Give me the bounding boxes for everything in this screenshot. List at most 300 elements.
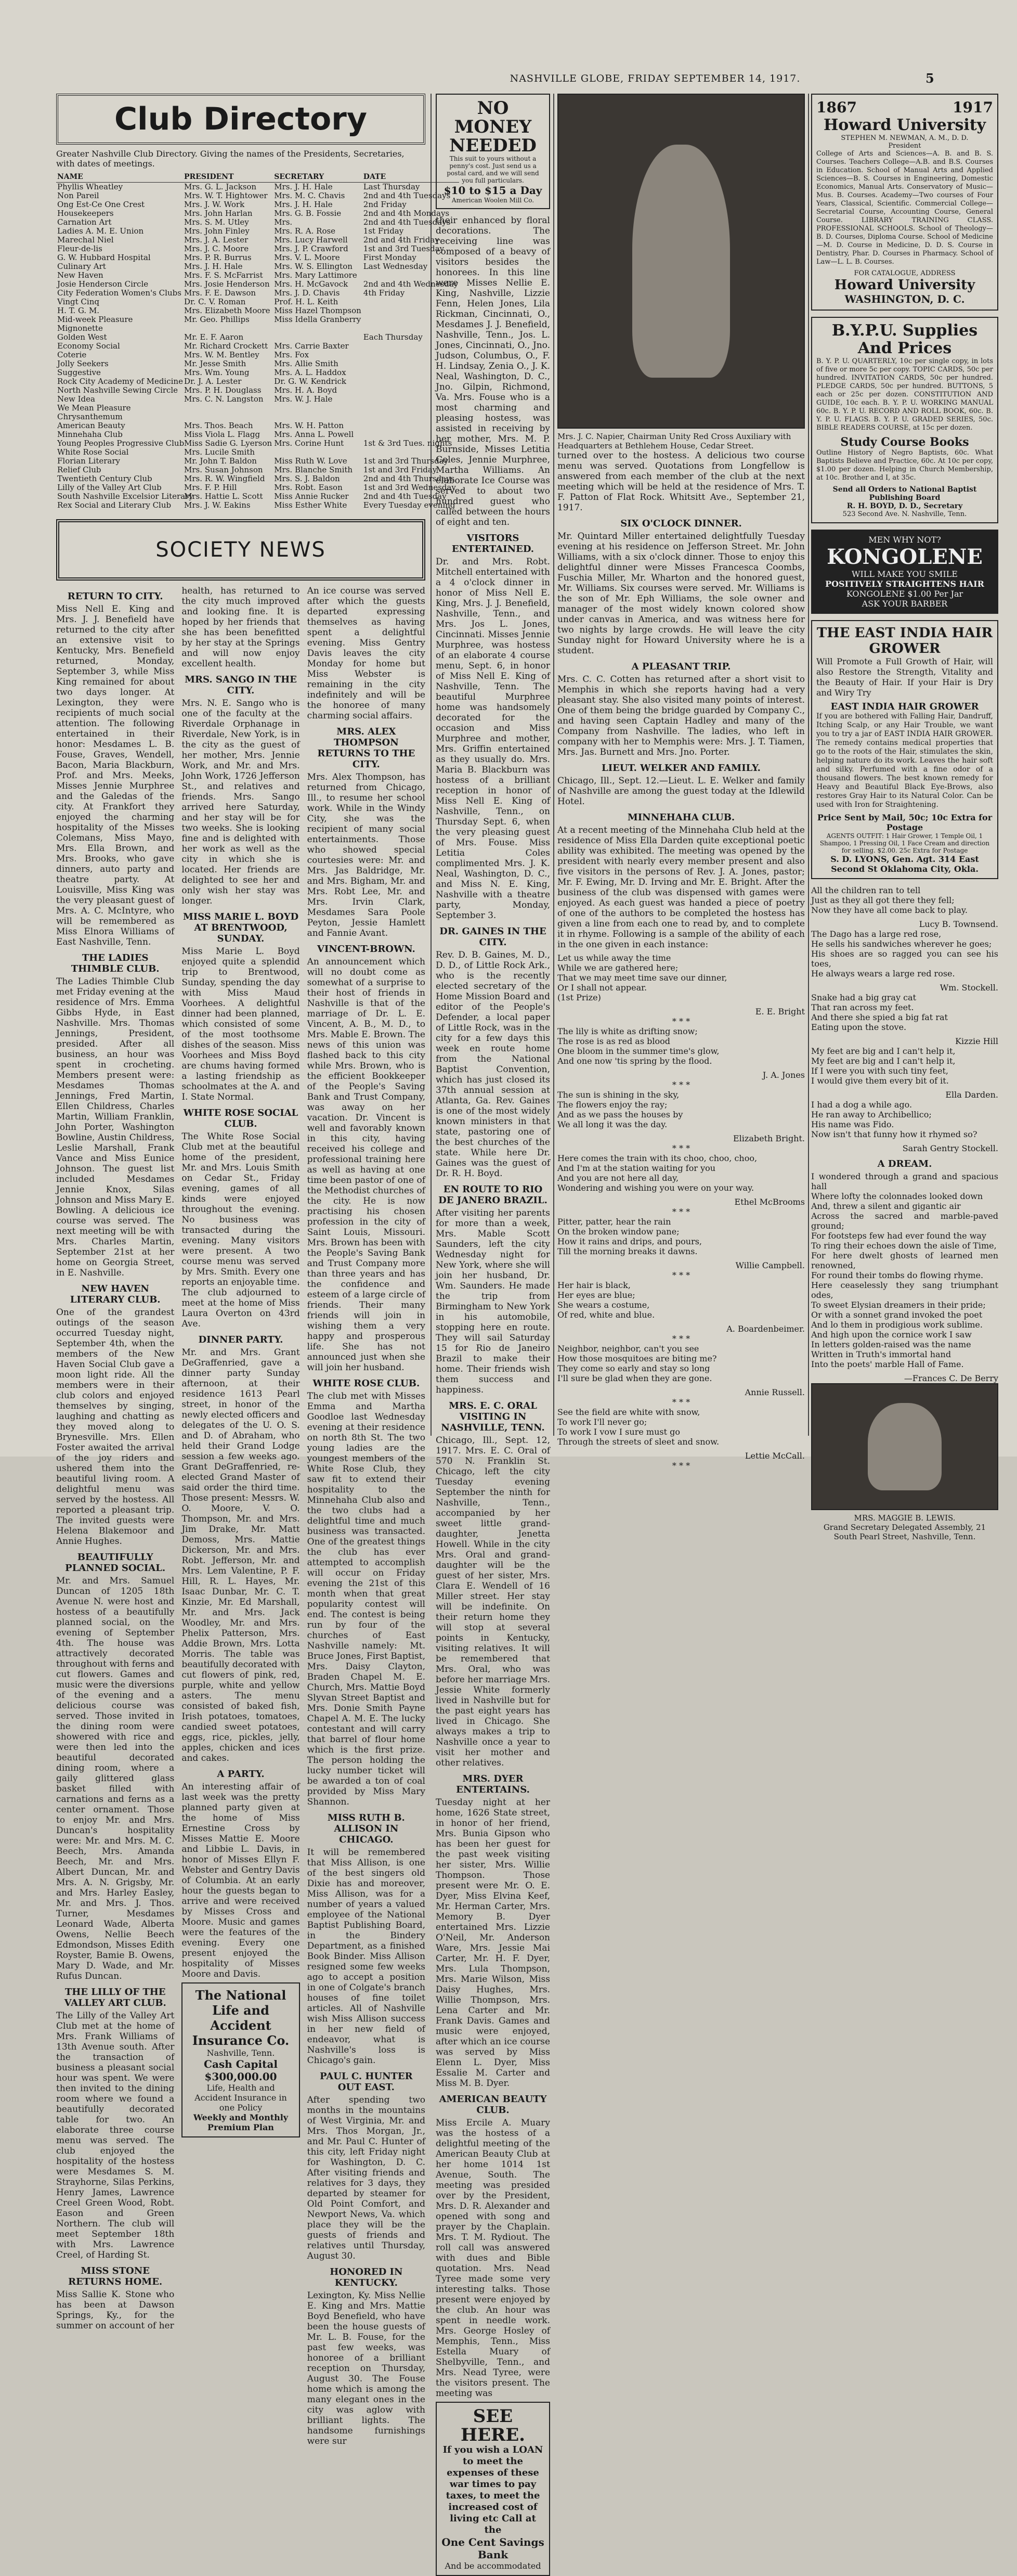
east-india-price: Price Sent by Mail, 50c; 10c Extra for Postage	[817, 813, 993, 832]
stars-divider: * * *	[672, 1080, 690, 1090]
directory-cell: Minnehaha Club	[57, 430, 123, 439]
directory-row	[56, 413, 459, 421]
directory-cell: Mrs. A. L. Haddox	[274, 368, 346, 377]
club-directory-header	[56, 94, 425, 145]
directory-cell: Mrs. Anna L. Powell	[274, 430, 354, 439]
directory-cell: Mrs. S. M. Utley	[184, 217, 249, 227]
story-title: THE LILLY OF THE VALLEY ART CLUB.	[64, 1987, 166, 2008]
directory-cell: Mrs. Susan Johnson	[184, 465, 263, 474]
story-title: MISS STONE RETURNS HOME.	[68, 2265, 163, 2287]
howard-footer-city: WASHINGTON, D. C.	[844, 293, 965, 305]
napier-caption: Mrs. J. C. Napier, Chairman Unity Red Cross Auxiliary with Headquarters at Bethlehem House, Cedar Street.	[557, 432, 791, 450]
story-title: MINNEHAHA CLUB.	[627, 812, 735, 823]
prior-poem: All the children ran to tell Just as they all got there they fell; Now they have all come back to play.	[811, 885, 968, 915]
story-title: AMERICAN BEAUTY CLUB.	[439, 2094, 547, 2116]
story-body: Lexington, Ky. Miss Nellie E. King and Mrs. Mattie Boyd Benefield, who have been the house guests of Mr. L. B. Fouse, for the past few weeks, was honoree of a brilliant reception on Thursday, August 30. The Fouse home which is among the many elegant ones in the city was aglow with brilliant lights. The handsome furnishings were sur	[307, 2290, 425, 2446]
directory-cell: Last Wednesday	[363, 262, 428, 271]
poem-author: Lettie McCall.	[745, 1451, 805, 1461]
story-title: THE LADIES THIMBLE CLUB.	[71, 952, 160, 974]
directory-cell: Dr. G. W. Kendrick	[274, 377, 346, 386]
directory-cell: Prof. H. L. Keith	[274, 297, 338, 306]
society-news-left	[56, 586, 174, 2450]
story-body: Mrs. N. E. Sango who is one of the faculty at the Riverdale Orphanage in Riverdale, New York, is in the city as the guest of her mother, Mrs. Jennie Work, and Mr. and Mrs. John Work, 1726 Jefferson St., and relatives and friends. Mrs. Sango arrived here Saturday, and her stay will be for two weeks. She is looking fine and is delighted with her work as well as the city in which she is located. Her friends are delighted to see her and only wish her stay was longer.	[181, 698, 300, 906]
directory-cell: Mrs. W. M. Bentley	[184, 350, 259, 359]
story-body: Miss Marie L. Boyd enjoyed quite a splendid trip to Brentwood, Sunday, spending the day with Miss Maud Voorhees. A delightful dinner had been planned, which consisted of some of the most toothsome dishes of the season. Miss Voorhees and Miss Boyd are chums having formed a lasting friendship as schoolmates at the A. and I. State Normal.	[181, 946, 300, 1102]
directory-cell	[183, 404, 273, 413]
story-body: Miss Ercile A. Muary was the hostess of a delightful meeting of the American Beauty Club at her home 1014 1st Avenue, South. The meeting was presided over by the President, Mrs. D. R. Alexander and opened with song and prayer by the Chaplain. Mrs. T. M. Rydiout. The roll call was answered with dues and Bible quotation. Mrs. Nead Tyree made some very interesting talks. Those present were enjoyed by the club. An hour was spent in needle work. Mrs. George Hosley of Memphis, Tenn., Miss Estella Muary of Shelbyville, Tenn., and Mrs. Nead Tyree, were the visitors present. The meeting was	[436, 2118, 550, 2399]
story-title: LIEUT. WELKER AND FAMILY.	[602, 763, 761, 774]
directory-cell: North Nashville Sewing Circle	[57, 385, 178, 395]
directory-cell: Mrs. John Finley	[184, 226, 250, 236]
directory-row	[56, 271, 459, 280]
directory-cell: 1st and 3rd Thursday	[363, 456, 449, 466]
poem-lines: Her hair is black, Her eyes are blue; She wears a costume, Of red, white and blue.	[557, 1280, 655, 1320]
howard-ad	[811, 94, 998, 311]
directory-cell: 1st and 3rd Wednesday	[363, 483, 456, 492]
directory-cell: Mrs. J. D. Chavis	[274, 288, 340, 298]
bypu-study-body: Outline History of Negro Baptists, 60c. What Baptists Believe and Practice, 60c. At 10c per copy, $1.00 per dozen. Helping in Church Membership, at 10c. Brother and I, at 35c.	[816, 449, 993, 482]
stars-divider: * * *	[672, 1016, 690, 1026]
directory-cell: Phyllis Wheatley	[57, 182, 123, 191]
see-here-headline: SEE HERE.	[460, 2406, 526, 2445]
directory-cell: Mrs. John Harlan	[184, 209, 253, 218]
directory-cell	[273, 333, 362, 342]
bypu-address: 523 Second Ave. N. Nashville, Tenn.	[842, 510, 967, 518]
poem-lines: The lily is white as drifting snow; The rose is as red as blood One bloom in the summer time's glow, And one now 'tis spring by the flood.	[557, 1026, 720, 1066]
directory-cell: Each Thursday	[363, 332, 423, 342]
poem-lines: See the field are white with snow, To work I'll never go; To work I vow I sure must go Through the streets of sleet and snow.	[557, 1407, 720, 1447]
directory-cell: 1st & 3rd Tues. nights	[363, 439, 452, 448]
directory-cell: Mrs. Wm. Young	[184, 368, 250, 377]
directory-row	[56, 492, 459, 501]
lewis-subcaption: Grand Secretary Delegated Assembly, 21 South Pearl Street, Nashville, Tenn.	[823, 1523, 986, 1541]
directory-cell: Miss Hazel Thompson	[274, 306, 361, 315]
story-body: turned over to the hostess. A delicious two course menu was served. Quotations from Longfellow is answered from each member of the club at the next meeting which will be held at the residence of Mrs. T. F. Patton of Flat Rock. Whitsitt Ave., September 21, 1917.	[557, 450, 805, 513]
directory-cell: Mrs. J. H. Hale	[274, 200, 333, 209]
story-body: Mr. and Mrs. Grant DeGraffenried, gave a dinner party Sunday afternoon, at their residence 1613 Pearl street, in honor of the newly elected officers and delegates of the U. O. S. and D. of Abraham, who held their Grand Lodge session a few weeks ago. Grant DeGraffenried, re-elected Grand Master of said order the third time. Those present: Messrs. W. O. Moore, V. O. Thompson, Mr. and Mrs. Jim Drake, Mr. Matt Demoss, Mrs. Mattie Dickerson, Mr. and Mrs. Robt. Jefferson, Mr. and Mrs. Lem Valentine, P. F. Hill, R. L. Hayes, Mr. Isaac Dunbar, Mr. C. T. Kinzie, Mr. Ed Marshall, Mr. and Mrs. Jack Woodley, Mr. and Mrs. Phelix Patterson, Mrs. Addie Brown, Mrs. Lotta Morris. The table was beautifully decorated with cut flowers of pink, red, purple, white and yellow asters. The menu consisted of baked fish, Irish potatoes, tomatoes, candied sweet potatoes, eggs, rice, pickles, jelly, apples, chicken and ices and cakes.	[181, 1347, 300, 1763]
story-body: After visiting her parents for more than a week, Mrs. Mable Scott Saunders, left the city Wednesday night for New York, where she will join her husband, Dr. Wm. Saunders. He made the trip from Birmingham to New York in his automobile, stopping here en route. They will sail Saturday 15 for Rio de Janeiro Brazil to make their home. Their friends wish them success and happiness.	[436, 1208, 550, 1395]
story-body: After spending two months in the mountains of West Virginia, Mr. and Mrs. Thos Morgan, Jr., and Mr. Paul C. Hunter of this city, left Friday night for Washington, D. C. After visiting friends and relatives for 3 days, they departed by steamer for Old Point Comfort, and Newport News, Va. which place they will be the guests of friends and relatives until Thursday, August 30.	[307, 2095, 425, 2261]
directory-cell: 2nd and 4th Tuesdays	[363, 217, 451, 227]
story-body: One of the grandest outings of the season occurred Tuesday night, September 4th, when the members of the New Haven Social Club gave a moon light ride. All the members were in their club colors and enjoyed themselves by singing, laughing and chatting as they moved along to Brynesville. Mrs. Ellen Foster awaited the arrival of the joy riders and ushered them into the beautiful living room. A delightful menu was served by the hostess. All reported a pleasant trip. The invited guests were Helena Blakemoor and Annie Hughes.	[56, 1307, 175, 1547]
directory-column-header: NAME	[56, 172, 183, 183]
directory-cell: Mrs. H. McGavock	[274, 279, 348, 289]
directory-row	[56, 191, 459, 200]
column-rule	[553, 94, 554, 1436]
directory-row	[56, 439, 459, 448]
directory-cell: Mrs. Mary Lattimore	[274, 271, 357, 280]
directory-row	[56, 421, 459, 430]
society-news-banner: SOCIETY NEWS	[56, 519, 425, 581]
directory-cell: Mrs. P. H. Douglass	[184, 385, 262, 395]
story-title: RETURN TO CITY.	[67, 591, 163, 602]
directory-cell: City Federation Women's Clubs	[57, 288, 181, 298]
directory-cell: Mrs. J. A. Lester	[184, 235, 249, 244]
page-number: 5	[925, 71, 934, 86]
story-title: VISITORS ENTERTAINED.	[451, 533, 534, 555]
poem-author: E. E. Bright	[755, 1007, 805, 1016]
directory-cell: Mrs. Carrie Baxter	[274, 341, 349, 351]
story-title: MRS. DYER ENTERTAINS.	[456, 1773, 530, 1795]
dago-poem: The Dago has a large red rose, He sells his sandwiches wherever he goes; His shoes are so ragged you can see his toes, He always wears a large red rose.	[811, 929, 998, 978]
see-here-bank: One Cent Savings Bank	[441, 2536, 544, 2561]
directory-cell: Mid-week Pleasure	[57, 315, 133, 324]
directory-cell: White Rose Social	[57, 447, 129, 457]
directory-cell: Miss Annie Rucker	[274, 492, 349, 501]
directory-cell: Jolly Seekers	[57, 359, 109, 368]
directory-row	[56, 430, 459, 439]
directory-cell: Mrs. C. N. Langston	[184, 394, 264, 404]
directory-cell: 1st and 3rd Friday	[363, 465, 437, 474]
poem-author: Elizabeth Bright.	[733, 1134, 805, 1143]
directory-row	[56, 359, 459, 368]
stars-divider: * * *	[672, 1397, 690, 1407]
directory-cell: Economy Social	[57, 341, 120, 351]
kongolene-name: KONGOLENE	[827, 545, 983, 569]
club-directory-table	[56, 172, 459, 510]
poem-lines: Let us while away the time While we are gathered here; That we may meet time save our dinner, Or I shall not appear. (1st Prize)	[557, 953, 727, 1002]
howard-schools: College of Arts and Sciences—A. B. and B. S. Courses. Teachers College—A.B. and B.S. Courses in Education. School of Manual Arts and Applied Sciences—B. S. Courses in Engineering, Domestic Economics, Manual Arts. Conservatory of Music—Mus. B. Courses. Academy—Two courses of Four Years, Classical, Scientific. Commercial College—Secretarial Course, Accounting Course, General Course. LIBRARY TRAINING CLASS. PROFESSIONAL SCHOOLS. School of Theology—B. D. Courses, Diploma Course. School of Medicine—M. D. Course in Medicine, D. D. S. Course in Dentistry, Phar. D. Courses in Pharmacy. School of Law—L. L. B. Courses.	[816, 150, 993, 266]
directory-cell: G. W. Hubbard Hospital	[57, 253, 151, 262]
story-body: Miss Sallie K. Stone who has been at Dawson Springs, Ky., for the summer on account of her	[56, 2289, 175, 2331]
directory-cell: Ong Est-Ce One Crest	[57, 200, 145, 209]
east-india-lead: Will Promote a Full Growth of Hair, will also Restore the Strength, Vitality and the Beauty of Hair. If your Hair is Dry and Wiry Try	[816, 656, 993, 698]
money-ad-company: American Woolen Mill Co.	[451, 197, 534, 204]
column-three	[557, 94, 805, 1471]
directory-cell: Mrs. G. B. Fossie	[274, 209, 342, 218]
directory-cell: Mrs. R. W. Wingfield	[184, 474, 265, 483]
directory-cell: Last Thursday	[363, 182, 420, 191]
column-rule	[808, 94, 809, 1436]
club-directory-header-row	[56, 172, 459, 183]
directory-cell: 2nd and 4th Wednesday	[363, 279, 459, 289]
story-body: Mr. and Mrs. Samuel Duncan of 1205 18th Avenue N. were host and hostess of a beautifully planned social, on the evening of September 4th. The house was attractively decorated throughout with ferns and cut flowers. Games and music were the diversions of the evening and a delicious course was served. Those invited in the dining room were showered with rice and were then led into the beautiful decorated dining room, where a gaily glittered glass basket filled with carnations and ferns as a center ornament. Those to enjoy Mr. and Mrs. Duncan's hospitality were: Mr. and Mrs. M. C. Beech, Mrs. Amanda Beech, Mr. and Mrs. Albert Duncan, Mr. and Mrs. A. N. Grigsby, Mr. and Mrs. Harley Easley, Mr. and Mrs. J. Thos. Turner, Mesdames Leonard Wade, Alberta Owens, Nellie Beech Edmondson, Misses Edith Royster, Bamie B. Owens, Mary D. Wade, and Mr. Rufus Duncan.	[56, 1576, 175, 1981]
story-title: DINNER PARTY.	[198, 1334, 283, 1345]
story-title: MISS RUTH B. ALLISON IN CHICAGO.	[327, 1812, 405, 1845]
stars-divider: * * *	[672, 1143, 690, 1153]
directory-cell: South Nashville Excelsior Literary	[57, 492, 193, 501]
directory-cell: Mr. John T. Baldon	[184, 456, 257, 466]
story-body: Mrs. C. C. Cotten has returned after a short visit to Memphis in which she reports having had a very pleasant stay. She also visited many points of interest. One of them being the bridge guarded by Company C., and having seen Captain Hadley and many of the Company from Nashville. The ladies, who left in company with her to Memphis were: Mrs. J. T. Tiamen, Mrs. Jas. Burnett and Mrs. Jno. Porter.	[557, 674, 805, 757]
directory-row	[56, 466, 459, 474]
east-india-ad	[811, 620, 998, 879]
howard-year-end: 1917	[953, 99, 993, 116]
directory-cell: Mrs. P. R. Burrus	[184, 253, 252, 262]
story-body: their enhanced by floral decorations. The receiving line was composed of a beavy of visitors besides the honorees. In this line were Misses Nellie E. King, Nashville, Lizzie Fenn, Helen Jones, Lila Rickman, Cincinnati, O., Mesdames J. J. Benefield, Nashville, Tenn., Jos. L. Jones, Cincinnati, O., Jno. Judson, Columbus, O., F. H. Lindsay, Zenia O., J. K. Neal, Washington, D. C., Jno. Gilpin, Richmond, Va. Mrs. Fouse who is a most charming and pleasing hostess, was assisted in receiving by her mother, Mrs. M. P. Burnside, Misses Letitia Coles, Jennie Murphree, Martha Williams. An elaborate Ice Course was served to about two hundred guest who called between the hours of eight and ten.	[436, 215, 550, 527]
story-body: The club met with Misses Emma and Martha Goodloe last Wednesday evening at their residence on north 8th St. The two young ladies are the youngest members of the White Rose Club, they saw fit to extend their hospitality to the Minnehaha Club also and the two clubs had a delightful time and much business was transacted. One of the greatest things the club has ever attempted to accomplish will occur on Friday evening the 21st of this month when that great popularity contest will end. The contest is being run by four of the churches of East Nashville namely: Mt. Bruce Jones, First Baptist, Mrs. Daisy Clayton, Braden Chapel M. E. Church, Mrs. Mattie Boyd Slyvan Street Baptist and Mrs. Donie Smith Payne Chapel A. M. E. The lucky contestant and will carry that barrel of flour home which is the first prize. The person holding the lucky number ticket will be awarded a ton of coal provided by Miss Mary Shannon.	[307, 1391, 425, 1807]
directory-cell: Mrs.	[274, 217, 293, 227]
directory-cell: Mrs. J. P. Crawford	[274, 244, 348, 253]
story-body: An interesting affair of last week was the pretty planned party given at the home of Miss Ernestine Cross by Misses Mattie E. Moore and Libbie L. Davis, in honor of Misses Ellyn F. Webster and Gentry Davis of Columbia. At an early hour the guests began to arrive and were received by Misses Cross and Moore. Music and games were the features of the evening. Every one present enjoyed the hospitality of Misses Moore and Davis.	[181, 1782, 300, 1979]
east-india-body: If you are bothered with Falling Hair, Dandruff, Itching Scalp, or any Hair Trouble, we want you to try a jar of EAST INDIA HAIR GROWER. The remedy contains medical properties that go to the roots of the Hair, stimulates the skin, helping nature do its work. Leaves the hair soft and silky. Perfumed with a fine odor of a thousand flowers. The best known remedy for Heavy and Beautiful Black Eye-Brows, also restores Gray Hair to its Natural Color. Can be used with Iron for Straightening.	[816, 712, 993, 809]
directory-cell: Mr. Jesse Smith	[184, 359, 246, 368]
money-ad-amount: $10 to $15 a Day	[444, 184, 542, 197]
story-body: The White Rose Social Club met at the beautiful home of the president, Mr. and Mrs. Louis Smith on Cedar St., Friday evening, games of all kinds were enjoyed throughout the evening. No business was transacted during the evening. Many visitors were present. A two course menu was served by Mrs. Smith. Every one reports an enjoyable time. The club adjourned to meet at the home of Miss Laura Overton on 43rd Ave.	[181, 1131, 300, 1329]
howard-president: STEPHEN M. NEWMAN, A. M., D. D.	[841, 134, 969, 142]
directory-cell: Mrs. Josie Henderson	[184, 279, 270, 289]
directory-cell: Josie Henderson Circle	[57, 279, 149, 289]
snake-author: Kizzie Hill	[955, 1036, 998, 1046]
story-body: Chicago, Ill., Sept. 12, 1917. Mrs. E. C. Oral of 570 N. Franklin St. Chicago, left the city Tuesday evening September the ninth for Nashville, Tenn., accompanied by her sweet little grand-daughter, Jenetta Howell. While in the city Mrs. Oral and grand-daughter will be the guest of her sister, Mrs. Clara E. Wendell of 16 Miller street. Her stay will be indefinite. On their return home they will stop at several points in Kentucky, visiting relatives. It will be remembered that Mrs. Oral, who was before her marriage Mrs. Jessie White formerly lived in Nashville but for the past eight years has lived in Chicago. She always makes a trip to Nashville once a year to visit her mother and other relatives.	[436, 1435, 550, 1768]
directory-row	[56, 333, 459, 342]
directory-cell: Mr. Geo. Phillips	[184, 315, 250, 324]
society-news-right	[307, 586, 425, 2450]
directory-cell: Mr. Richard Crockett	[184, 341, 268, 351]
directory-row	[56, 377, 459, 386]
insurance-capital: Cash Capital $300,000.00	[204, 2058, 278, 2083]
story-title: MRS. ALEX THOMPSON RETURNS TO THE CITY.	[317, 726, 415, 770]
east-india-title: THE EAST INDIA HAIR GROWER	[816, 625, 993, 656]
directory-cell	[273, 404, 362, 413]
directory-cell: Mrs. Lucy Harwell	[274, 235, 348, 244]
directory-row	[56, 306, 459, 315]
poem-author: Ethel McBrooms	[734, 1197, 805, 1207]
howard-address-line: FOR CATALOGUE, ADDRESS	[854, 269, 956, 277]
directory-cell: Mrs. W. T. Hightower	[184, 191, 268, 200]
bypu-body: B. Y. P. U. QUARTERLY, 10c per single copy, in lots of five or more 5c per copy. TOPIC CARDS, 50c per hundred. INVITATION CARDS, 50c per hundred. PLEDGE CARDS, 50c per hundred. BUTTONS, 5 each or 25c per dozen. CONSTITUTION AND GUIDE, 10c each. B. Y. P. U. WORKING MANUAL 60c. B. Y. P. U. RECORD AND ROLL BOOK, 60c. B. Y. P. U. FLAGS. B. Y. P. U. GRADED SERIES, 50c. BIBLE READERS COURSE, at 15c per dozen.	[816, 357, 993, 432]
directory-cell: First Monday	[363, 253, 416, 262]
directory-cell: Mrs. Fox	[274, 350, 309, 359]
directory-cell: Rock City Academy of Medicine	[57, 377, 183, 386]
directory-cell: Mrs. W. J. Hale	[274, 394, 333, 404]
story-title: A PARTY.	[217, 1769, 265, 1780]
directory-cell: Suggestive	[57, 368, 101, 377]
directory-cell: Mr. E. F. Aaron	[184, 332, 244, 342]
directory-cell: Miss Esther White	[274, 500, 347, 510]
directory-cell: 2nd and 4th Tuesday	[363, 492, 447, 501]
prior-poem-author: Lucy B. Townsend.	[919, 919, 998, 929]
directory-cell: New Idea	[57, 394, 95, 404]
dream-author: —Frances C. De Berry	[904, 1373, 998, 1383]
directory-cell: Mrs. S. J. Baldon	[274, 474, 340, 483]
directory-cell: Mrs. W. H. Patton	[274, 421, 344, 430]
directory-cell: 2nd Friday	[363, 200, 407, 209]
lewis-caption: MRS. MAGGIE B. LEWIS.	[854, 1513, 956, 1523]
story-body: Mrs. Alex Thompson, has returned from Chicago, Ill., to resume her school work. While in the Windy City, she was the recipient of many social entertainments. Those who showed special courtesies were: Mr. and Mrs. Jas Baldridge, Mr. and Mrs. Bigham, Mr. and Mrs. Robt Lee, Mr. and Mrs. Irvin Clark, Mesdames Sara Poole Peyton, Jessie Hamlett and Fannie Avant.	[307, 772, 425, 938]
directory-cell	[273, 448, 362, 457]
directory-cell: Culinary Art	[57, 262, 106, 271]
directory-cell: H. T. G. M.	[57, 306, 100, 315]
story-body: At a recent meeting of the Minnehaha Club held at the residence of Miss Ella Darden quite exceptional poetic ability was exhibited. The meeting was opened by the president with nearly every member present and also five visitors in the persons of Rev. J. A. Jones, pastor; Mr. F. Ewing, Mr. D. Irving and Mr. E. Bright. After the business of the club was dispensed with games were enjoyed. As each guest was handed a piece of poetry of one of the authors to be completed the hostess has given a line from each one to read by, and to complete it in rhyme. Following is a sample of the ability of each in the one given in each instance:	[557, 825, 805, 950]
directory-cell: 2nd and 4th Tuesdays	[363, 191, 451, 200]
story-title: SIX O'CLOCK DINNER.	[620, 518, 742, 529]
directory-row	[56, 244, 459, 253]
story-title: DR. GAINES IN THE CITY.	[439, 926, 546, 948]
story-body: Chicago, Ill., Sept. 12.—Lieut. L. E. Welker and family of Nashville are among the guest today at the Idlewild Hotel.	[557, 776, 805, 807]
masthead: NASHVILLE GLOBE, FRIDAY SEPTEMBER 14, 1917.	[510, 73, 801, 84]
directory-row	[56, 200, 459, 209]
directory-cell: Carnation Art	[57, 217, 112, 227]
column-two	[436, 94, 550, 2571]
directory-row	[56, 324, 459, 333]
directory-cell: Relief Club	[57, 465, 101, 474]
story-body: Rev. D. B. Gaines, M. D., D. D., of Little Rock Ark., who is the recently elected secretary of the Home Mission Board and editor of the People's Defender, a local paper of Little Rock, was in the city for a few days this week en route home from the National Baptist Convention, which has just closed its 37th annual session at Atlanta, Ga. Rev. Gaines is one of the most widely known ministers in that state, pastoring one of the best churches of the state. While here Dr. Gaines was the guest of Dr. R. H. Boyd.	[436, 950, 550, 1179]
column-four	[811, 94, 998, 1541]
feet-poem: My feet are big and I can't help it, My feet are big and I can't help it, If I were you with such tiny feet, I would give them every bit of it.	[811, 1046, 956, 1086]
stars-divider: * * *	[672, 1461, 690, 1471]
dream-title: A DREAM.	[877, 1158, 932, 1169]
directory-cell: Dr. J. A. Lester	[184, 377, 242, 386]
directory-cell: Mrs. J. W. Work	[184, 200, 245, 209]
insurance-plan: Weekly and Monthly Premium Plan	[193, 2113, 289, 2132]
story-title: HONORED IN KENTUCKY.	[330, 2266, 403, 2288]
directory-cell: Every Tuesday evening	[363, 500, 455, 510]
directory-cell: Vingt Cinq	[57, 297, 99, 306]
directory-cell: Coterie	[57, 350, 87, 359]
see-here-footer: And be accommodated	[445, 2561, 541, 2571]
directory-column-header: DATE	[362, 172, 459, 183]
directory-cell: Mrs. Allie Smith	[274, 359, 338, 368]
east-india-seller: S. D. LYONS, Gen. Agt. 314 East Second St Oklahoma City, Okla.	[830, 854, 979, 874]
east-india-brand: EAST INDIA HAIR GROWER	[830, 701, 979, 712]
column-club-society	[56, 94, 459, 2446]
story-body: Mr. Quintard Miller entertained delightfully Tuesday evening at his residence on Jefferson Street. Mr. John Williams, with a six o'clock dinner. Those to enjoy this delightful dinner were Misses Francesca Coombs, Fuschia Miller, Mr. Wharton and the honored guest, Mr. Williams. Six courses were served. Mr. Williams is the son of Mr. Eph Williams, the sole owner and manager of the most widely known colored show under canvas in America, and was witness here for two nights by large crowds. He will leave the city Sunday night for Howard University where he is a student.	[557, 531, 805, 656]
directory-row	[56, 218, 459, 227]
directory-cell: Mrs. F. S. McFarrist	[184, 271, 263, 280]
poem-lines: Neighbor, neighbor, can't you see How those mosquitoes are biting me? They come so early and stay so long I'll sure be glad when they are gone.	[557, 1344, 717, 1383]
directory-row	[56, 183, 459, 192]
kongolene-tag: WILL MAKE YOU SMILE	[852, 569, 958, 579]
directory-cell: Mrs. J. H. Hale	[184, 262, 243, 271]
howard-footer-name: Howard University	[834, 277, 975, 293]
directory-cell: Dr. C. V. Roman	[184, 297, 246, 306]
directory-cell: Mrs. W. S. Ellington	[274, 262, 353, 271]
poem-author: Willie Campbell.	[735, 1260, 805, 1270]
directory-cell: 2nd and 4th Thursdays	[363, 474, 455, 483]
dream-poem: I wondered through a grand and spacious hall Where lofty the colonnades looked down And, threw a silent and gigantic air Across the sacred and marble-paved ground; For footsteps few had ever found the way To ring their echoes down the aisle of Time, For here dwelt ghosts of learned men renowned, For round their tombs do flowing rhyme. Here ceaselessly they sang triumphant odes, To sweet Elysian dreamers in their pride; Or with a sonnet grand invoked the poet And lo them in prodigious work sublime. And high upon the cornice work I saw In letters golden-raised was the name Written in Truth's immortal hand Into the poets' marble Hall of Fame.	[811, 1171, 998, 1369]
dog-poem: I had a dog a while ago. He ran away to Archibellico; His name was Fido. Now isn't that funny how it rhymed so?	[811, 1100, 977, 1139]
directory-cell: Mrs. Blanche Smith	[274, 465, 353, 474]
directory-cell: Non Pareil	[57, 191, 99, 200]
story-body: Dr. and Mrs. Robt. Mitchell entertained with a 4 o'clock dinner in honor of Miss Nell E. King, Mrs. J. J. Benefield, Nashville, Tenn., and Mrs. Jos L. Jones, Cincinnati. Misses Jennie Murphree, was hostess of an elaborate 4 course menu, Sept. 6, in honor of Miss Nell E. King of Nashville, Tenn. The beautiful Murphree home was handsomely decorated for the occasion and Miss Murphree and mother, Mrs. Griffin entertained as they usually do. Mrs. Maria B. Blackburn was hostess of a brilliant reception in honor of Miss Nell E. King of Nashville, Tenn., on Thursday Sept. 6, when the very pleasing guest of Mrs. Fouse. Miss Letitia Coles complimented Mrs. J. K. Neal, Washington, D. C., and Miss N. E. King, Nashville with a theatre party, Monday, September 3.	[436, 557, 550, 921]
money-ad-text: This suit to yours without a penny's cost. Just send us a postal card, and we will send you full particulars.	[447, 155, 539, 184]
directory-cell	[273, 413, 362, 421]
directory-row	[56, 298, 459, 306]
directory-row	[56, 368, 459, 377]
directory-cell: We Mean Pleasure	[57, 403, 131, 413]
story-title: EN ROUTE TO RIO DE JANERO BRAZIL.	[438, 1184, 547, 1206]
dog-author: Sarah Gentry Stockell.	[902, 1143, 998, 1153]
directory-row	[56, 448, 459, 457]
story-title: MISS MARIE L. BOYD AT BRENTWOOD, SUNDAY.	[182, 911, 299, 944]
directory-cell: 1st and 3rd Tuesday	[363, 244, 445, 253]
directory-row	[56, 209, 459, 218]
directory-cell: Mrs. Hattie L. Scott	[184, 492, 263, 501]
directory-row	[56, 483, 459, 492]
money-ad-headline: NO MONEY NEEDED	[449, 98, 537, 156]
directory-cell: New Haven	[57, 271, 103, 280]
poem-author: A. Boardenbeimer.	[726, 1324, 805, 1334]
stars-divider: * * *	[672, 1334, 690, 1344]
directory-row	[56, 501, 459, 510]
directory-cell: Miss Viola L. Flagg	[184, 430, 260, 439]
directory-row	[56, 386, 459, 395]
directory-cell: 4th Friday	[363, 288, 405, 298]
story-body: An announcement which will no doubt come as somewhat of a surprise to their host of friends in Nashville is that of the marriage of Dr. L. E. Vincent, A. B., M. D., to Mrs. Mable E. Brown. The news of this union was flashed back to this city while Mrs. Brown, who is the efficient Bookkeeper of the People's Saving Bank and Trust Company, was away on her vacation. Dr. Vincent is well and favorably known in this city, having received his college and professional training here as well as having at one time been pastor of one of the Methodist churches of the city. He is now practising his chosen profession in the city of Saint Louis, Missouri. Mrs. Brown has been with the People's Saving Bank and Trust Company more than three years and has the confidence and esteem of a large circle of friends. Their many friends will join in wishing them a very happy and prosperous life. She has not announced just when she will join her husband.	[307, 957, 425, 1373]
story-title: VINCENT-BROWN.	[317, 944, 415, 955]
directory-column-header: PRESIDENT	[183, 172, 273, 183]
kongolene-price: KONGOLENE $1.00 Per Jar	[846, 589, 963, 599]
directory-cell: Mrs. G. L. Jackson	[184, 182, 257, 191]
poem-author: Annie Russell.	[745, 1387, 805, 1397]
directory-cell: Mrs. M. C. Chavis	[274, 191, 345, 200]
directory-cell: 2nd and 4th Mondays	[363, 209, 450, 218]
kongolene-top: MEN WHY NOT?	[868, 535, 941, 545]
directory-cell: Mrs. F. P. Hill	[184, 483, 237, 492]
story-title: WHITE ROSE CLUB.	[312, 1378, 420, 1389]
poem-lines: Pitter, patter, hear the rain On the broken window pane; How it rains and drips, and pours, Till the morning breaks it dawns.	[557, 1217, 702, 1256]
directory-cell: American Beauty	[57, 421, 125, 430]
story-title: MRS. E. C. ORAL VISITING IN NASHVILLE, TENN.	[441, 1400, 545, 1433]
story-title: MRS. SANGO IN THE CITY.	[185, 674, 297, 696]
story-title: NEW HAVEN LITERARY CLUB.	[70, 1283, 161, 1305]
directory-cell: Lilly of the Valley Art Club	[57, 483, 162, 492]
insurance-ad	[181, 1982, 299, 2137]
club-directory-title: Club Directory	[114, 101, 367, 137]
directory-row	[56, 280, 459, 289]
howard-president-title: President	[888, 142, 921, 150]
directory-row	[56, 262, 459, 271]
kongolene-note: ASK YOUR BARBER	[862, 599, 948, 609]
directory-cell: Young Peoples Progressive Club	[57, 439, 185, 448]
directory-cell: Fleur-de-lis	[57, 244, 102, 253]
story-title: A PLEASANT TRIP.	[631, 661, 731, 672]
directory-cell: Mrs. H. A. Boyd	[274, 385, 337, 395]
directory-row	[56, 395, 459, 404]
story-body: It will be remembered that Miss Allison, is one of the best singers old Dixie has and moreover, Miss Allison, was for a number of years a valued employee of the National Baptist Publishing Board, in the Bindery Department, as a finished Book Binder. Miss Allison resigned some few weeks ago to accept a position in one of Colgate's branch houses of fine toilet articles. All of Nashville wish Miss Allison success in her new field of endeavor, what is Nashville's loss is Chicago's gain.	[307, 1847, 425, 2066]
kongolene-ad	[811, 530, 998, 614]
directory-cell: Mrs. Thos. Beach	[184, 421, 253, 430]
directory-cell: Ladies A. M. E. Union	[57, 226, 144, 236]
bypu-order: Send all Orders to National Baptist Publishing Board	[832, 485, 977, 502]
directory-cell: Miss Ruth W. Love	[274, 456, 347, 466]
directory-cell: Housekeepers	[57, 209, 114, 218]
howard-year-start: 1867	[816, 99, 857, 116]
poem-lines: The sun is shining in the sky, The flowers enjoy the ray; And as we pass the houses by We all long it was the day.	[557, 1090, 683, 1129]
napier-photo	[557, 94, 805, 429]
directory-row	[56, 315, 459, 324]
directory-cell: Mrs. Lucile Smith	[184, 447, 255, 457]
directory-row	[56, 404, 459, 413]
directory-row	[56, 474, 459, 483]
see-here-body: If you wish a LOAN to meet the expenses of these war times to pay taxes, to meet the increased cost of living etc Call at the	[442, 2444, 543, 2535]
story-body: Tuesday night at her home, 1626 State street, in honor of her friend, Mrs. Bunia Gipson who has been her guest for the past week visiting her sister, Mrs. Willie Thompson. Those present were Mr. O. E. Dyer, Miss Elvina Keef, Mr. Herman Carter, Mrs. Memory B. Dyer entertained Mrs. Lizzie O'Neil, Mr. Anderson Ware, Mrs. Jessie Mai Carter, Mr. H. F. Dyer, Mrs. Lula Thompson, Mrs. Marie Wilson, Miss Daisy Hughes, Mrs. Willie Thompson, Mrs. Lena Carter and Mr. Frank Davis. Games and music were enjoyed, after which an ice course was served by Miss Elenn L. Dyer, Miss Essalie M. Carter and Miss M. B. Dyer.	[436, 1797, 550, 2089]
insurance-policy: Life, Health and Accident Insurance in one Policy	[194, 2083, 287, 2113]
directory-cell: Mrs. Corine Hunt	[274, 439, 344, 448]
society-news-middle	[181, 586, 299, 2450]
story-body: An ice course was served after which the guests departed expressing themselves as having spent a delightful evening. Miss Gentry Davis leaves the city Monday for home but Miss Webster is remaining in the city indefinitely and will be the honoree of many charming social affairs.	[307, 586, 425, 721]
directory-cell: 1st Friday	[363, 226, 404, 236]
directory-cell: Chrysanthemum	[57, 412, 123, 421]
directory-cell: 2nd and 4th Friday	[363, 235, 439, 244]
see-here-ad	[436, 2402, 550, 2576]
directory-cell: Twentieth Century Club	[57, 474, 152, 483]
bypu-title: B.Y.P.U. Supplies And Prices	[831, 321, 978, 357]
directory-column-header: SECRETARY	[273, 172, 362, 183]
directory-row	[56, 351, 459, 359]
insurance-company: The National Life and Accident Insurance Co.	[192, 1988, 290, 2048]
directory-row	[56, 342, 459, 351]
club-directory-intro: Greater Nashville Club Directory. Giving the names of the Presidents, Secretaries, with dates of meetings.	[56, 149, 405, 169]
money-ad	[436, 94, 550, 209]
directory-cell: Mrs. J. W. Eakins	[184, 500, 251, 510]
directory-cell: Mrs. R. A. Rose	[274, 226, 336, 236]
directory-cell: Miss Idella Granberry	[274, 315, 361, 324]
snake-poem: Snake had a big gray cat That ran across my feet. And there she spied a big fat rat Eating upon the stove.	[811, 993, 948, 1032]
directory-row	[56, 227, 459, 236]
lewis-photo	[811, 1383, 998, 1510]
directory-cell	[183, 324, 273, 333]
